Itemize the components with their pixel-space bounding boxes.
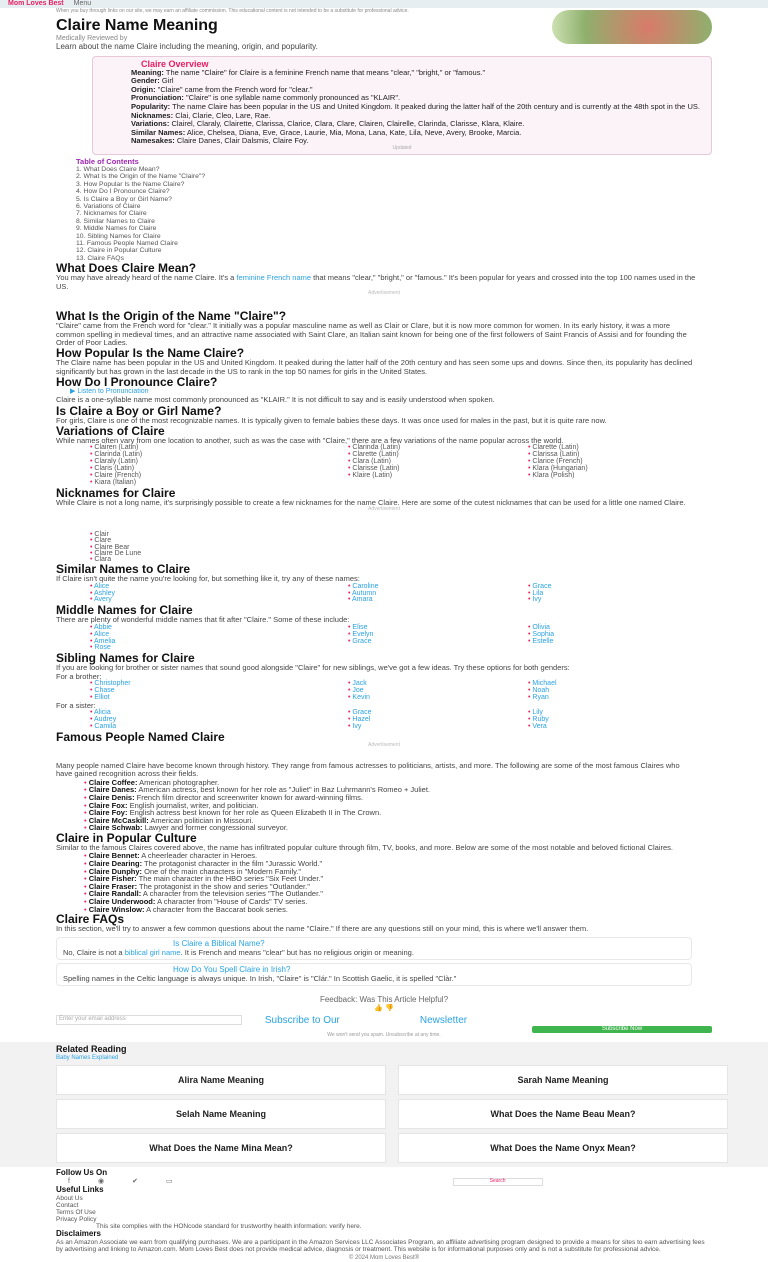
variation-item: • Clarinda (Latin) (348, 445, 528, 452)
nicknames-list (56, 532, 712, 563)
toc-list (76, 166, 768, 262)
no-spam-note: We won't send you spam. Unsubscribe at any time. (327, 1031, 441, 1038)
advertisement-label: Advertisement (368, 742, 400, 749)
table-of-contents (76, 158, 768, 263)
famous-person-desc: English actress best known for her role as Queen Elizabeth II in The Crown. (127, 808, 382, 818)
section-culture-heading: Claire in Popular Culture (56, 831, 197, 845)
famous-person-name: Claire Danes: (88, 785, 137, 795)
famous-people-list (56, 779, 712, 832)
toc-item[interactable]: 5. Is Claire a Boy or Girl Name? (76, 195, 172, 203)
feedback-buttons[interactable]: 👍 👎 (374, 1004, 394, 1012)
section-nicknames-text: While Claire is not a long name, it's surprisingly possible to create a few nicknames for the name Claire. Here are some of the cutest nicknames that can be used for a little one named Claire. (56, 497, 686, 507)
overview-item-text: Girl (159, 76, 174, 86)
section-origin-text: "Claire" came from the French word for "clear." It initially was a popular masculine name as well as Clair or Clare, but it is now more common for women. In its early history, it was a more common spelling in medieval times, and an attractive name associated with Saint Clare, an Italian saint known for being one of the first followers of Saint Francis of Assisi and for founding the Order of Poor Ladies. (56, 321, 687, 347)
overview-item-text: Clairel, Claraly, Clairette, Clarissa, Clarice, Clara, Clare, Clairen, Clairelle, Clarinda, Clarisse, Klara, Klaire. (169, 119, 525, 129)
related-article-card[interactable]: Alira Name Meaning (56, 1065, 386, 1095)
related-cards (56, 1065, 768, 1163)
middle-name-link[interactable]: • Grace (348, 639, 528, 646)
toc-item[interactable]: 4. How Do I Pronounce Claire? (76, 188, 170, 196)
similar-name-link[interactable]: • Ivy (528, 597, 728, 604)
culture-character-desc: The protagonist character in the film "Jurassic World." (142, 859, 323, 868)
affiliate-disclosure: When you buy through links on our site, we may earn an affiliate commission. This educational content is not intended to be a substitute for professional advice. (56, 8, 409, 14)
culture-character-name: Claire Randall: (88, 889, 142, 899)
section-sibling-text: If you are looking for brother or sister names that sound good alongside "Claire" for new siblings, we've got a few ideas. Try these options for both genders: (56, 663, 570, 673)
nickname-item: • Claire De Lune (90, 551, 712, 557)
brother-name-link[interactable]: • Joe (348, 688, 528, 695)
mean-text-a: You may have already heard of the name Claire. It's a (56, 273, 237, 283)
related-article-card[interactable]: What Does the Name Mina Mean? (56, 1133, 386, 1163)
overview-item-text: The name Claire has been popular in the US and United Kingdom. It peaked during the latter half of the 20th century and is currently at the 48th spot in the US. (170, 102, 700, 112)
overview-box (92, 56, 712, 155)
variation-item: • Kiara (Italian) (90, 480, 348, 487)
faq-item[interactable] (56, 963, 692, 986)
middle-name-link[interactable]: • Abbie (90, 625, 348, 632)
culture-character (84, 906, 712, 914)
middle-name-link[interactable]: • Sophia (528, 632, 728, 639)
similar-name-link[interactable]: • Amara (348, 597, 528, 604)
useful-links-list (56, 1195, 768, 1223)
related-category-link[interactable]: Baby Names Explained (56, 1054, 119, 1061)
variation-item-empty (348, 480, 528, 487)
middle-name-link[interactable]: • Estelle (528, 639, 728, 646)
article-meta: Medically Reviewed by (56, 34, 128, 42)
brother-name-link[interactable]: • Ryan (528, 695, 728, 702)
famous-person-name: Claire McCaskill: (88, 815, 149, 825)
toc-item[interactable]: 11. Famous People Named Claire (76, 240, 178, 248)
overview-item-text: Claire Danes, Clair Dalsmis, Claire Foy. (174, 136, 309, 146)
culture-character-name: Claire Dearing: (88, 859, 143, 868)
famous-person-name: Claire Schwab: (88, 823, 143, 833)
variation-item: • Clarissa (Latin) (528, 452, 728, 459)
middle-name-link[interactable]: • Rose (90, 645, 348, 652)
overview-heading: Claire Overview (141, 58, 209, 69)
culture-character-desc: One of the main characters in "Modern Family." (142, 866, 302, 876)
famous-person-desc: Lawyer and former congressional surveyor. (142, 823, 288, 833)
mean-text-b: that means "clear," "bright," or "famous." It's been popular for years and crossed into the top 100 names used in the US. (56, 273, 696, 291)
section-nicknames-heading: Nicknames for Claire (56, 485, 176, 500)
sister-name-link[interactable]: • Ruby (528, 717, 728, 724)
nickname-item: • Clair (90, 532, 712, 538)
sister-name-link[interactable]: • Ivy (348, 724, 528, 731)
overview-item (131, 69, 703, 78)
middle-name-link[interactable]: • Amelia (90, 639, 348, 646)
overview-item-text: Clai, Clarie, Cleo, Lare, Rae. (173, 110, 271, 120)
variation-item: • Clara (Latin) (348, 459, 528, 466)
article-lead: Learn about the name Claire including the meaning, origin, and popularity. (56, 41, 318, 51)
famous-person-desc: American photographer. (137, 777, 220, 787)
hero-image (552, 10, 712, 44)
newsletter-form (56, 1015, 712, 1026)
overview-item-label: Meaning: (131, 67, 164, 77)
variation-item: • Clairen (Latin) (90, 445, 348, 452)
overview-item-text: Alice, Chelsea, Diana, Eve, Grace, Laurie, Mia, Mona, Lana, Kate, Lila, Neve, Avery, Brooke, Marcia. (185, 127, 522, 137)
faq-answer: Spelling names in the Celtic language is always unique. In Irish, "Claire" is "Clár." In Scottish Gaelic, it is spelled "Clàr." (63, 973, 457, 983)
variation-item: • Clarisse (Latin) (348, 466, 528, 473)
overview-item-text: "Claire" came from the French word for "clear." (155, 84, 313, 94)
similar-name-link[interactable]: • Caroline (348, 584, 528, 591)
section-similar-heading: Similar Names to Claire (56, 562, 191, 577)
toc-item[interactable]: 10. Sibling Names for Claire (76, 232, 161, 240)
middle-name-link[interactable]: • Elise (348, 625, 528, 632)
variation-item: • Clarette (Latin) (528, 445, 728, 452)
footer-link[interactable]: Privacy Policy (56, 1216, 97, 1224)
similar-name-link[interactable]: • Ashley (90, 591, 348, 598)
section-sibling-heading: Sibling Names for Claire (56, 651, 195, 666)
related-heading: Related Reading (56, 1044, 127, 1055)
toc-item[interactable]: 13. Claire FAQs (76, 254, 124, 262)
variation-item: • Clarette (Latin) (348, 452, 528, 459)
sister-name-link[interactable]: • Hazel (348, 717, 528, 724)
section-famous-heading: Famous People Named Claire (56, 730, 225, 745)
overview-item-label: Pronunciation: (131, 93, 184, 103)
footer-link[interactable]: Contact (56, 1202, 79, 1210)
footer-link[interactable]: About Us (56, 1195, 83, 1203)
famous-person-desc: American politician in Missouri. (148, 815, 254, 825)
section-gender-text: For girls, Claire is one of the most recognizable names. It is typically given to female babies these days. It was once used for males in the past, but it is quite rare now. (56, 415, 607, 425)
similar-name-link[interactable]: • Grace (528, 584, 728, 591)
sister-name-link[interactable]: • Alicia (90, 710, 348, 717)
faq-question[interactable]: Is Claire a Biblical Name? (173, 938, 265, 948)
variation-item: • Klara (Hungarian) (528, 466, 728, 473)
advertisement-label: Advertisement (368, 290, 400, 297)
variation-item: • Clarice (French) (528, 459, 728, 466)
variation-item: • Claire (French) (90, 473, 348, 480)
middle-name-link[interactable]: • Evelyn (348, 632, 528, 639)
brother-label: For a brother: (56, 671, 102, 681)
similar-name-link[interactable]: • Autumn (348, 591, 528, 598)
useful-links-heading: Useful Links (56, 1185, 104, 1195)
section-middle-heading: Middle Names for Claire (56, 603, 193, 618)
pinterest-icon[interactable]: ◉ (97, 1178, 105, 1186)
feminine-french-name-link[interactable]: feminine French name (236, 273, 312, 283)
sister-name-link[interactable]: • Vera (528, 724, 728, 731)
related-reading (0, 1042, 768, 1167)
culture-character-desc: A character from "House of Cards" TV series. (155, 896, 308, 906)
overview-item-label: Nicknames: (131, 110, 174, 120)
section-origin-heading: What Is the Origin of the Name "Claire"? (56, 309, 287, 324)
newsletter-heading (246, 1015, 486, 1026)
famous-person-name: Claire Denis: (88, 793, 135, 803)
toc-item[interactable]: 2. What Is the Origin of the Name "Claire"? (76, 173, 206, 181)
overview-item (131, 137, 703, 146)
brother-name-link[interactable]: • Christopher (90, 681, 348, 688)
overview-item-label: Variations: (131, 119, 170, 129)
email-icon[interactable]: ▭ (165, 1178, 173, 1186)
variation-item: • Klara (Polish) (528, 473, 728, 480)
variation-item: • Claris (Latin) (90, 466, 348, 473)
culture-character-desc: A character from the television series "The Outlander." (141, 889, 323, 899)
middle-name-link[interactable]: • Olivia (528, 625, 728, 632)
section-variations-text: While names often vary from one location to another, such as was the case with "Claire," there are a few variations of the name popular across the world. (56, 435, 564, 445)
sister-label: For a sister: (56, 700, 96, 710)
faq-item[interactable] (56, 937, 692, 960)
sister-names-list (56, 710, 712, 731)
faq-answer-b: . It is French and means "clear" but has no religious origin or meaning. (180, 947, 414, 957)
newsletter-heading-b: Newsletter (419, 1014, 468, 1026)
feedback-question: Feedback: Was This Article Helpful? (319, 994, 449, 1004)
brother-name-link[interactable]: • Jack (348, 681, 528, 688)
overview-item-text: The name "Claire" for Claire is a feminine French name that means "clear," "bright," or "famous." (163, 67, 486, 77)
toc-heading[interactable]: Table of Contents (76, 156, 139, 166)
section-culture-text: Similar to the famous Claires covered above, the name has infiltrated popular culture through film, TV, books, and more. Below are some of the most notable and beloved fictional Claires. (56, 843, 673, 852)
sister-name-link[interactable]: • Camila (90, 724, 348, 731)
section-pronounce-heading: How Do I Pronounce Claire? (56, 375, 218, 390)
similar-name-link[interactable]: • Alice (90, 584, 348, 591)
similar-name-link[interactable]: • Lila (528, 591, 728, 598)
site-header (0, 0, 768, 8)
section-popular-text: The Claire name has been popular in the US and United Kingdom. It peaked during the latter half of the 20th century and has seen some ups and downs. Since then, its popularity has declined significantly but has grown in the last decade in the US to rank in the top 50 names for girls in the United States. (56, 358, 693, 376)
culture-character-desc: A cheerleader character in Heroes. (139, 851, 258, 861)
biblical-girl-name-link[interactable]: biblical girl name (124, 947, 181, 957)
culture-character-name: Claire Bennet: (88, 851, 140, 861)
culture-character-name: Claire Underwood: (88, 896, 156, 906)
culture-character-desc: The main character in the HBO series "Six Feet Under." (136, 874, 324, 884)
overview-item-label: Origin: (131, 84, 156, 94)
toc-item[interactable]: 6. Variations of Claire (76, 203, 141, 211)
brother-names-list (56, 681, 712, 702)
site-logo[interactable]: Mom Loves Best (8, 0, 64, 8)
section-variations-heading: Variations of Claire (56, 423, 165, 438)
culture-character-desc: The protagonist in the show and series "Outlander." (137, 881, 310, 891)
variation-item: • Clarinda (Latin) (90, 452, 348, 459)
nickname-item: • Clara (90, 557, 712, 563)
toc-item[interactable]: 9. Middle Names for Claire (76, 225, 157, 233)
follow-heading: Follow Us On (56, 1168, 108, 1178)
section-famous-text: Many people named Claire have become known through history. They range from famous actresses to politicians, artists, and more. The following are some of the most famous Claires who have gained recognition across their fields. (56, 761, 680, 779)
brother-name-link[interactable]: • Michael (528, 681, 728, 688)
toc-item[interactable]: 12. Claire in Popular Culture (76, 247, 162, 255)
updated-label: Updated (392, 145, 412, 152)
section-popular-heading: How Popular Is the Name Claire? (56, 346, 245, 361)
copyright: © 2024 Mom Loves Best® (348, 1255, 420, 1262)
toc-item[interactable]: 8. Similar Names to Claire (76, 217, 155, 225)
brother-name-link[interactable]: • Chase (90, 688, 348, 695)
related-article-card[interactable]: What Does the Name Onyx Mean? (398, 1133, 728, 1163)
middle-names-list (56, 625, 712, 653)
section-pronounce-text: Claire is a one-syllable name most commonly pronounced as "KLAIR." It is not difficult to say and is easily understood when spoken. (56, 395, 495, 405)
culture-character-name: Claire Fraser: (88, 881, 138, 891)
variations-list (56, 445, 712, 486)
sister-name-link[interactable]: • Grace (348, 710, 528, 717)
nickname-item: • Clare (90, 538, 712, 544)
culture-character-name: Claire Winslow: (88, 904, 145, 914)
facebook-icon[interactable]: f (68, 1178, 70, 1186)
section-gender-heading: Is Claire a Boy or Girl Name? (56, 403, 222, 418)
overview-list (101, 69, 703, 146)
email-input[interactable]: Enter your email address (56, 1015, 242, 1025)
related-article-card[interactable]: Selah Name Meaning (56, 1099, 386, 1129)
famous-person-desc: American actress, best known for her role as "Juliet" in Baz Luhrmann's Romeo + Juliet. (136, 785, 431, 795)
overview-item-label: Namesakes: (131, 136, 175, 146)
toc-item[interactable]: 7. Nicknames for Claire (76, 210, 147, 218)
popular-culture-list (56, 852, 712, 913)
famous-person-desc: French film director and screenwriter known for award-winning films. (134, 793, 363, 803)
section-similar-text: If Claire isn't quite the name you're looking for, but something like it, try any of these names: (56, 574, 360, 584)
footer-link[interactable]: Terms Of Use (56, 1209, 96, 1217)
overview-item-label: Popularity: (131, 102, 171, 112)
famous-person-name: Claire Fox: (88, 800, 128, 810)
variation-item-empty (528, 480, 728, 487)
famous-person-desc: English journalist, writer, and politician. (127, 800, 259, 810)
overview-item-text: "Claire" is one syllable name commonly pronounced as "KLAIR". (183, 93, 401, 103)
section-middle-text: There are plenty of wonderful middle names that fit after "Claire." Some of these include: (56, 615, 350, 625)
section-mean-text (56, 274, 696, 291)
site-footer (56, 1169, 768, 1253)
culture-character-desc: A character from the Baccarat book series. (144, 904, 288, 914)
faq-answer (63, 949, 685, 957)
section-mean-heading: What Does Claire Mean? (56, 261, 197, 276)
related-article-card[interactable]: What Does the Name Beau Mean? (398, 1099, 728, 1129)
similar-name-link[interactable]: • Avery (90, 597, 348, 604)
toc-item[interactable]: 1. What Does Claire Mean? (76, 166, 160, 174)
search-button[interactable]: Search (453, 1178, 543, 1186)
hon-notice: This site complies with the HONcode standard for trustworthy health information: verify here. (96, 1223, 362, 1231)
faq-question[interactable]: How Do You Spell Claire in Irish? (173, 964, 291, 974)
newsletter-heading-a: Subscribe to Our (264, 1014, 340, 1026)
brother-name-link[interactable]: • Kevin (348, 695, 528, 702)
brother-name-link[interactable]: • Noah (528, 688, 728, 695)
section-faqs-heading: Claire FAQs (56, 912, 125, 927)
related-article-card[interactable]: Sarah Name Meaning (398, 1065, 728, 1095)
disclaimer-text: As an Amazon Associate we earn from qualifying purchases. We are a participant in the Amazon Services LLC Associates Program, an affiliate advertising program designed to provide a means for sites to earn advertising fees by advertising and linking to Amazon.com. Mom Loves Best does not provide medical advice, diagnosis or treatment. This website is for informational purposes only and is not a substitute for professional advice. (56, 1239, 705, 1254)
faq-answer-a: No, Claire is not a (63, 947, 125, 957)
page-title: Claire Name Meaning (56, 17, 218, 34)
disclaimers-heading: Disclaimers (56, 1229, 101, 1239)
subscribe-button[interactable]: Subscribe Now (532, 1026, 712, 1033)
listen-pronunciation-button[interactable]: ▶ Listen to Pronunciation (70, 388, 149, 396)
menu-button[interactable]: Menu (73, 0, 92, 8)
sister-name-link[interactable]: • Lily (528, 710, 728, 717)
culture-character-name: Claire Dunphy: (88, 866, 143, 876)
culture-character-name: Claire Fisher: (88, 874, 137, 884)
section-faqs-text: In this section, we'll try to answer a few common questions about the name "Claire." If there are any questions still on your mind, this is where we'll answer them. (56, 924, 589, 934)
similar-names-list (56, 584, 712, 605)
middle-name-link[interactable]: • Alice (90, 632, 348, 639)
twitter-icon[interactable]: ✔ (132, 1178, 138, 1186)
overview-item-label: Gender: (131, 76, 160, 86)
nickname-item: • Claire Bear (90, 545, 712, 551)
advertisement-label: Advertisement (368, 506, 400, 513)
variation-item: • Claraly (Latin) (90, 459, 348, 466)
brother-name-link[interactable]: • Elliot (90, 695, 348, 702)
overview-item-label: Similar Names: (131, 127, 186, 137)
famous-person-name: Claire Foy: (88, 808, 128, 818)
listen-label: Listen to Pronunciation (77, 388, 149, 396)
famous-person-name: Claire Coffee: (88, 777, 138, 787)
sister-name-link[interactable]: • Audrey (90, 717, 348, 724)
variation-item: • Klaire (Latin) (348, 473, 528, 480)
toc-item[interactable]: 3. How Popular Is the Name Claire? (76, 180, 185, 188)
